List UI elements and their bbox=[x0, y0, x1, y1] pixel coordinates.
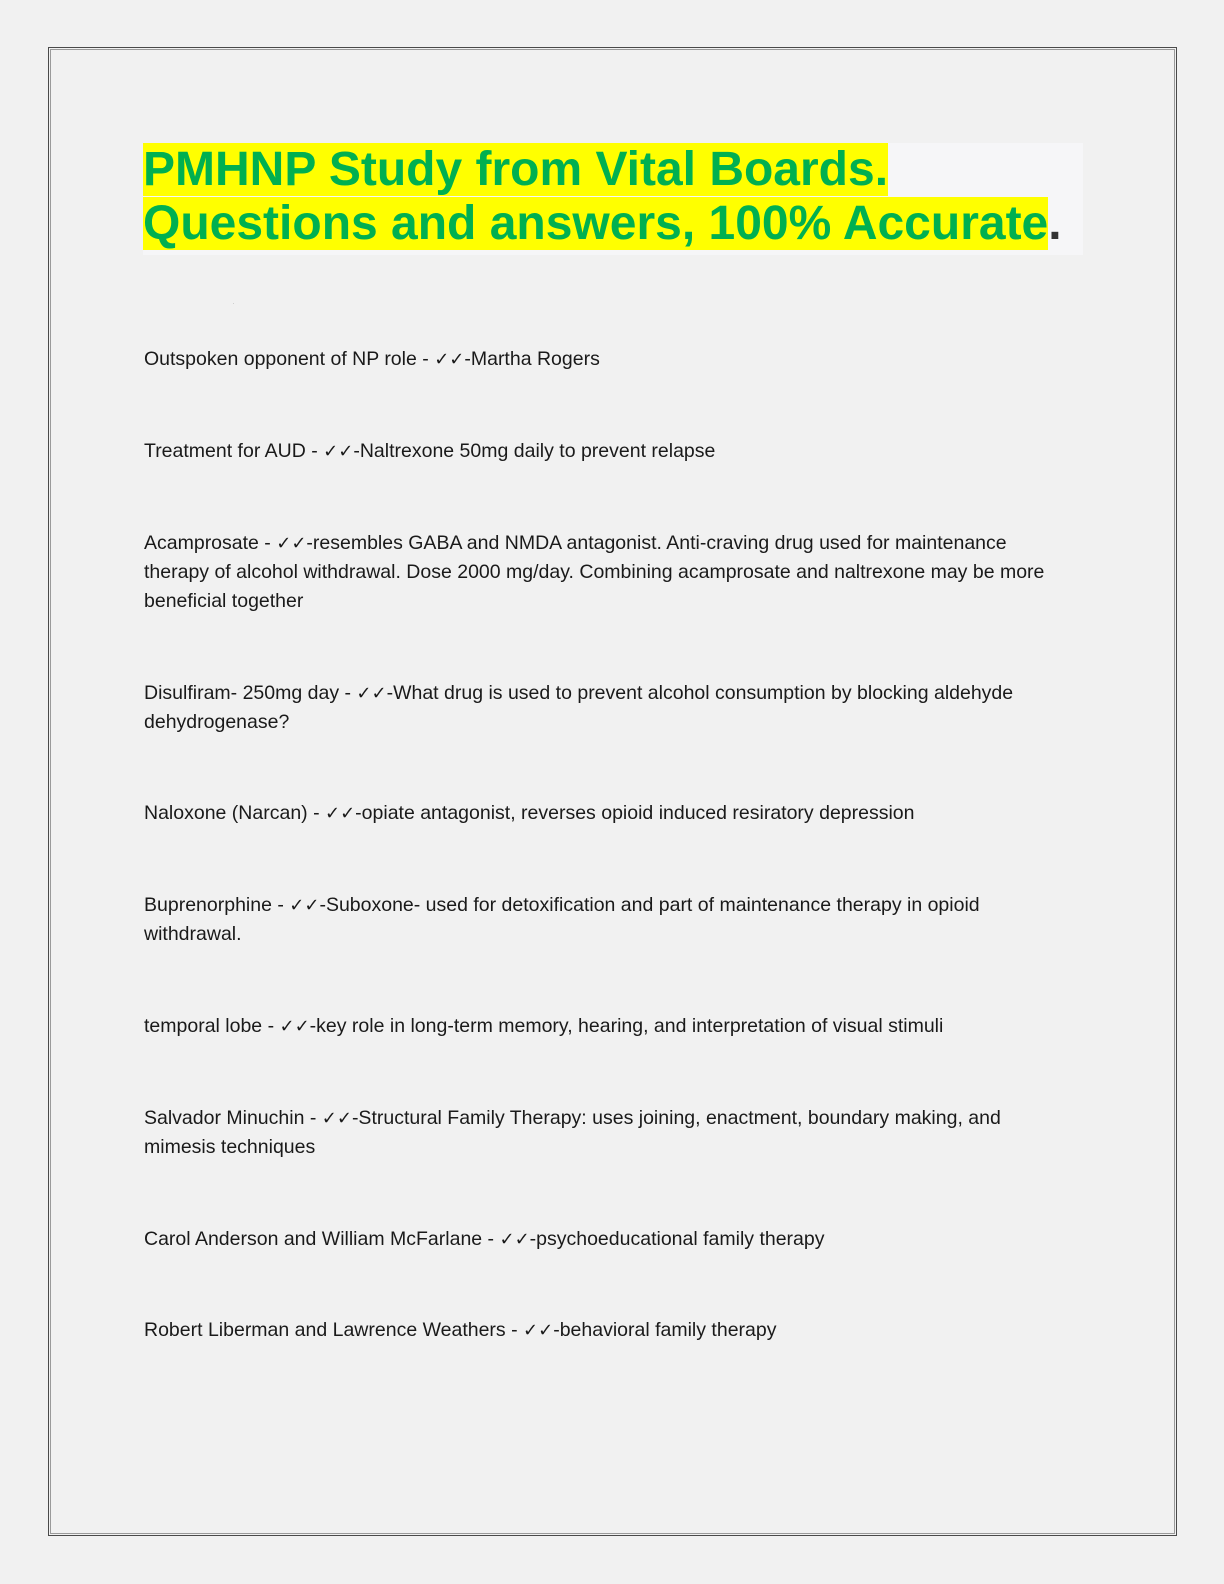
title-line-2 bbox=[143, 197, 1083, 251]
qa-term: temporal lobe bbox=[144, 1015, 263, 1037]
qa-separator: - bbox=[262, 1015, 280, 1037]
qa-term: Treatment for AUD bbox=[144, 440, 306, 462]
qa-item bbox=[144, 529, 1064, 616]
qa-separator: - bbox=[482, 1228, 500, 1250]
qa-item bbox=[144, 891, 1064, 949]
qa-term: Disulfiram- 250mg day bbox=[144, 682, 340, 704]
title-line-1 bbox=[143, 143, 1083, 197]
qa-item bbox=[144, 1012, 1064, 1041]
qa-answer: -opiate antagonist, reverses opioid induced resiratory depression bbox=[355, 802, 915, 824]
qa-answer: -Naltrexone 50mg daily to prevent relapse bbox=[353, 440, 716, 462]
qa-item bbox=[144, 437, 1064, 466]
qa-separator: - bbox=[307, 802, 325, 824]
qa-separator: - bbox=[339, 682, 357, 704]
qa-answer: -Suboxone- used for detoxification and part of maintenance therapy in opioid withdrawal. bbox=[144, 894, 980, 945]
stray-mark bbox=[233, 303, 234, 304]
double-check-icon: ✓✓ bbox=[325, 803, 356, 824]
qa-item bbox=[144, 679, 1064, 737]
qa-item bbox=[144, 799, 1064, 828]
qa-term: Robert Liberman and Lawrence Weathers bbox=[144, 1319, 506, 1341]
qa-answer: -resembles GABA and NMDA antagonist. Anti-craving drug used for maintenance therapy of alcohol withdrawal. Dose 2000 mg/day. Combining acamprosate and naltrexone may be more beneficial together bbox=[144, 532, 1045, 612]
qa-term: Buprenorphine bbox=[144, 894, 272, 916]
qa-answer: -key role in long-term memory, hearing, and interpretation of visual stimuli bbox=[309, 1015, 944, 1037]
title-line-2-text: Questions and answers, 100% Accurate bbox=[143, 197, 1049, 250]
qa-answer: -behavioral family therapy bbox=[553, 1319, 777, 1341]
double-check-icon: ✓✓ bbox=[523, 1320, 554, 1341]
page-title bbox=[143, 143, 1083, 255]
qa-item bbox=[144, 1104, 1064, 1162]
qa-item bbox=[144, 1316, 1064, 1345]
page-border bbox=[48, 47, 1177, 1536]
qa-answer: -Structural Family Therapy: uses joining, enactment, boundary making, and mimesis techniques bbox=[144, 1107, 1001, 1158]
qa-separator: - bbox=[304, 1107, 322, 1129]
qa-separator: - bbox=[505, 1319, 524, 1341]
qa-item bbox=[144, 1225, 1064, 1254]
double-check-icon: ✓✓ bbox=[289, 895, 320, 916]
double-check-icon: ✓✓ bbox=[321, 1108, 352, 1129]
qa-term: Acamprosate bbox=[144, 532, 259, 554]
double-check-icon: ✓✓ bbox=[499, 1229, 530, 1250]
qa-item bbox=[144, 345, 1064, 374]
qa-term: Naloxone (Narcan) bbox=[144, 802, 308, 824]
double-check-icon: ✓✓ bbox=[279, 1016, 310, 1037]
qa-term: Carol Anderson and William McFarlane bbox=[144, 1228, 483, 1250]
qa-separator: - bbox=[416, 348, 435, 370]
double-check-icon: ✓✓ bbox=[434, 349, 465, 370]
qa-answer: -What drug is used to prevent alcohol consumption by blocking aldehyde dehydrogenase? bbox=[144, 682, 1014, 733]
title-line-1-text: PMHNP Study from Vital Boards. bbox=[143, 143, 889, 196]
qa-separator: - bbox=[271, 894, 290, 916]
qa-answer: -psychoeducational family therapy bbox=[529, 1228, 825, 1250]
qa-answer: -Martha Rogers bbox=[464, 348, 600, 370]
double-check-icon: ✓✓ bbox=[356, 683, 387, 704]
qa-term: Outspoken opponent of NP role bbox=[144, 348, 417, 370]
double-check-icon: ✓✓ bbox=[276, 533, 307, 554]
qa-separator: - bbox=[305, 440, 324, 462]
title-line-2-period: . bbox=[1048, 197, 1062, 250]
qa-separator: - bbox=[258, 532, 277, 554]
qa-term: Salvador Minuchin bbox=[144, 1107, 305, 1129]
double-check-icon: ✓✓ bbox=[323, 441, 354, 462]
